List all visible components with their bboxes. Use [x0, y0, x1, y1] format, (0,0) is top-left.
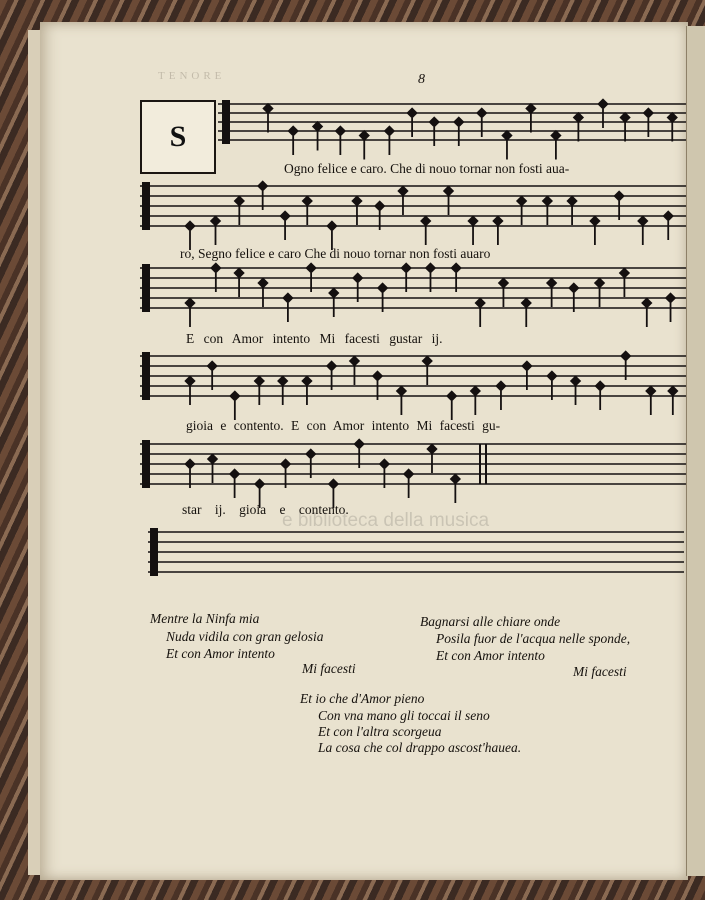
verse-closing-4: La cosa che col drappo ascost'hauea. — [318, 740, 522, 755]
note-head — [210, 215, 221, 226]
note-head — [277, 375, 288, 386]
note-head — [521, 360, 532, 371]
verse-closing-1: Et io che d'Amor pieno — [300, 691, 425, 706]
note-head — [349, 355, 360, 366]
note-head — [570, 375, 581, 386]
notes — [184, 98, 678, 508]
watermark-text: e biblioteca della musica — [282, 510, 490, 531]
note-head — [234, 195, 245, 206]
note-head — [420, 215, 431, 226]
note-head — [377, 282, 388, 293]
note-head — [396, 385, 407, 396]
note-head — [254, 478, 265, 489]
note-head — [443, 185, 454, 196]
note-head — [542, 195, 553, 206]
note-head — [403, 468, 414, 479]
lyric-line-2: ro, Segno felice e caro Che di nouo tornar non fosti auaro — [180, 246, 491, 261]
note-head — [450, 262, 461, 273]
note-head — [667, 385, 678, 396]
note-head — [374, 200, 385, 211]
note-head — [595, 380, 606, 391]
lyric-line-5: star ij. gioia e contento. — [182, 502, 349, 517]
note-head — [229, 468, 240, 479]
note-head — [282, 292, 293, 303]
note-head — [422, 355, 433, 366]
note-head — [335, 125, 346, 136]
note-head — [470, 385, 481, 396]
note-head — [589, 215, 600, 226]
note-head — [619, 267, 630, 278]
note-head — [516, 195, 527, 206]
note-head — [492, 215, 503, 226]
note-head — [521, 297, 532, 308]
note-head — [328, 478, 339, 489]
note-head — [406, 107, 417, 118]
note-head — [305, 448, 316, 459]
note-head — [446, 390, 457, 401]
note-head — [257, 180, 268, 191]
note-head — [429, 116, 440, 127]
note-head — [566, 195, 577, 206]
lyric-line-1: Ogno felice e caro. Che di nouo tornar non fosti aua- — [284, 161, 570, 176]
note-head — [476, 107, 487, 118]
note-head — [450, 473, 461, 484]
lyric-line-4: gioia e contento. E con Amor intento Mi facesti gu- — [186, 418, 501, 433]
lyric-line-3: E con Amor intento Mi facesti gustar ij. — [186, 331, 443, 346]
note-head — [546, 370, 557, 381]
note-head — [352, 272, 363, 283]
note-head — [637, 215, 648, 226]
note-head — [453, 116, 464, 127]
note-head — [397, 185, 408, 196]
note-head — [384, 125, 395, 136]
note-head — [379, 458, 390, 469]
note-head — [210, 262, 221, 273]
note-head — [328, 287, 339, 298]
note-head — [184, 375, 195, 386]
note-head — [426, 443, 437, 454]
verse-right-1: Bagnarsi alle chiare onde — [420, 614, 561, 629]
note-head — [475, 297, 486, 308]
verse-right-3: Et con Amor intento — [436, 648, 545, 663]
clef-mark — [142, 182, 150, 230]
note-head — [594, 277, 605, 288]
note-head — [425, 262, 436, 273]
note-head — [184, 297, 195, 308]
note-head — [372, 370, 383, 381]
note-head — [620, 350, 631, 361]
clef-mark — [142, 264, 150, 312]
initial-letter: S — [169, 120, 187, 153]
verse-closing-3: Et con l'altra scorgeua — [318, 724, 442, 739]
note-head — [254, 375, 265, 386]
note-head — [613, 190, 624, 201]
verse-left-4: Mi facesti — [302, 661, 356, 676]
note-head — [597, 98, 608, 109]
note-head — [301, 375, 312, 386]
note-head — [354, 438, 365, 449]
verse-right-2: Posila fuor de l'acqua nelle sponde, — [436, 631, 631, 646]
note-head — [279, 210, 290, 221]
note-head — [184, 220, 195, 231]
running-head: TENORE — [158, 70, 226, 82]
note-head — [568, 282, 579, 293]
clef-mark — [150, 528, 158, 576]
clef-mark — [142, 440, 150, 488]
note-head — [233, 267, 244, 278]
note-head — [498, 277, 509, 288]
verse-right-4: Mi facesti — [573, 664, 627, 679]
clef-mark — [142, 352, 150, 400]
note-head — [288, 125, 299, 136]
verse-left-2: Nuda vidila con gran gelosia — [166, 629, 324, 644]
note-head — [229, 390, 240, 401]
note-head — [643, 107, 654, 118]
note-head — [645, 385, 656, 396]
note-head — [495, 380, 506, 391]
clef-mark — [222, 100, 230, 144]
note-head — [351, 195, 362, 206]
note-head — [305, 262, 316, 273]
note-head — [207, 453, 218, 464]
note-head — [641, 297, 652, 308]
note-head — [257, 277, 268, 288]
verse-left-3: Et con Amor intento — [166, 646, 275, 661]
page-number: 8 — [418, 72, 425, 87]
verse-left-1: Mentre la Ninfa mia — [150, 611, 260, 626]
note-head — [665, 292, 676, 303]
note-head — [184, 458, 195, 469]
note-head — [326, 360, 337, 371]
note-head — [326, 220, 337, 231]
note-head — [401, 262, 412, 273]
note-head — [467, 215, 478, 226]
note-head — [546, 277, 557, 288]
note-head — [663, 210, 674, 221]
verse-closing-2: Con vna mano gli toccai il seno — [318, 708, 490, 723]
note-head — [207, 360, 218, 371]
note-head — [302, 195, 313, 206]
note-head — [280, 458, 291, 469]
